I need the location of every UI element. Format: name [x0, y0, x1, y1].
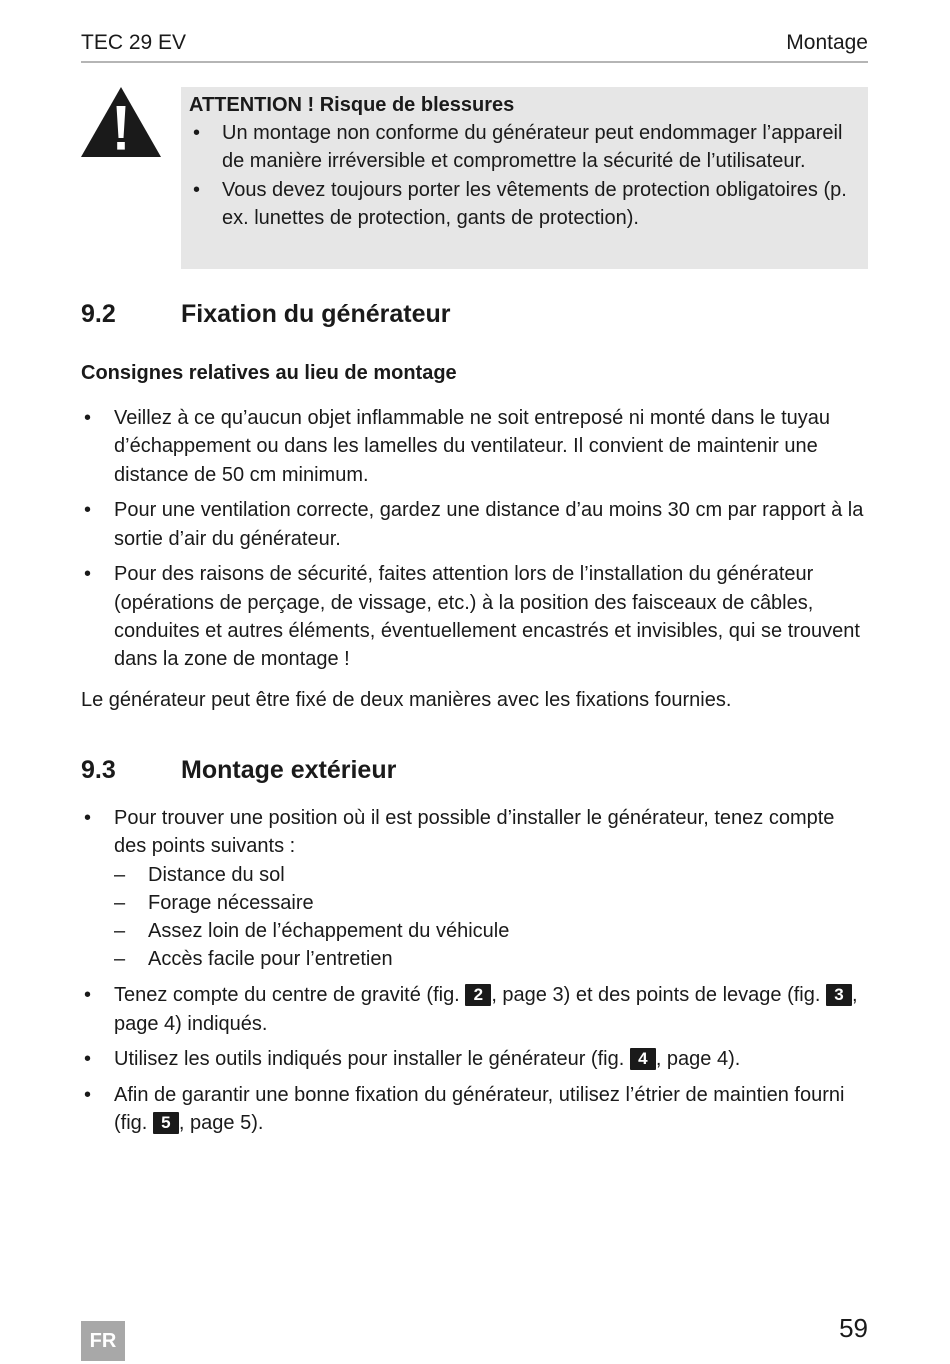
text-segment: Afin de garantir une bonne fixation du générateur, utilisez l’étrier de maintien fourni (fig.: [114, 1084, 845, 1135]
sub-list-item: – Accès facile pour l’entretien: [114, 945, 871, 973]
exterior-mounting-list: [81, 804, 871, 1145]
header-chapter-title: Montage: [786, 31, 868, 54]
list-item: • Pour une ventilation correcte, gardez une distance d’au moins 30 cm par rapport à la sortie d’air du générateur.: [81, 496, 871, 553]
sub-list: [114, 861, 871, 974]
list-item: [81, 981, 871, 1038]
text-segment: Utilisez les outils indiqués pour installer le générateur (fig.: [114, 1048, 630, 1071]
section-title: Fixation du générateur: [181, 300, 451, 328]
list-item: [81, 1045, 871, 1073]
warning-list: [189, 119, 860, 232]
language-badge: FR: [81, 1321, 125, 1361]
list-item-text: Pour trouver une position où il est possible d’installer le générateur, tenez compte des points suivants :: [114, 807, 835, 858]
list-item: [81, 1081, 871, 1138]
list-item: • Pour des raisons de sécurité, faites attention lors de l’installation du générateur (opérations de perçage, de vissage, etc.) à la position des faisceaux de câbles, conduites et autres éléments, éventuellement encastrés et invisibles, qui se trouvent dans la zone de montage !: [81, 560, 871, 673]
section-number: 9.2: [81, 300, 116, 328]
page-number: 59: [839, 1313, 868, 1343]
figure-ref-badge: 4: [630, 1048, 656, 1070]
text-segment: , page 4) indiqués.: [114, 984, 858, 1035]
section-number: 9.3: [81, 756, 116, 784]
sub-list-item: – Forage nécessaire: [114, 889, 871, 917]
list-item: • Vous devez toujours porter les vêtements de protection obligatoires (p. ex. lunettes de protection, gants de protection).: [189, 176, 860, 233]
sub-list-item: – Distance du sol: [114, 861, 871, 889]
text-segment: , page 5).: [178, 1112, 264, 1135]
subheading: Consignes relatives au lieu de montage: [81, 362, 457, 384]
mounting-location-list: [81, 404, 871, 681]
text-segment: Tenez compte du centre de gravité (fig.: [114, 984, 466, 1007]
list-item: [81, 804, 871, 974]
text-segment: , page 4).: [655, 1048, 741, 1071]
figure-ref-badge: 5: [153, 1112, 179, 1134]
warning-triangle-icon: [80, 86, 162, 158]
header-divider: [81, 61, 868, 63]
text-segment: , page 3) et des points de levage (fig.: [491, 984, 826, 1007]
paragraph: Le générateur peut être fixé de deux manières avec les fixations fournies.: [81, 689, 732, 711]
warning-box: [181, 87, 868, 269]
figure-ref-badge: 2: [465, 984, 491, 1006]
warning-title: ATTENTION ! Risque de blessures: [189, 94, 515, 116]
section-title: Montage extérieur: [181, 756, 397, 784]
figure-ref-badge: 3: [826, 984, 852, 1006]
list-item: • Veillez à ce qu’aucun objet inflammable ne soit entreposé ni monté dans le tuyau d’échappement ou dans les lamelles du ventilateur. Il convient de maintenir une distance de 50 cm minimum.: [81, 404, 871, 489]
sub-list-item: – Assez loin de l’échappement du véhicule: [114, 917, 871, 945]
list-item: • Un montage non conforme du générateur peut endommager l’appareil de manière irréversible et compromettre la sécurité de l’utilisateur.: [189, 119, 860, 176]
header-document-title: TEC 29 EV: [81, 31, 187, 54]
